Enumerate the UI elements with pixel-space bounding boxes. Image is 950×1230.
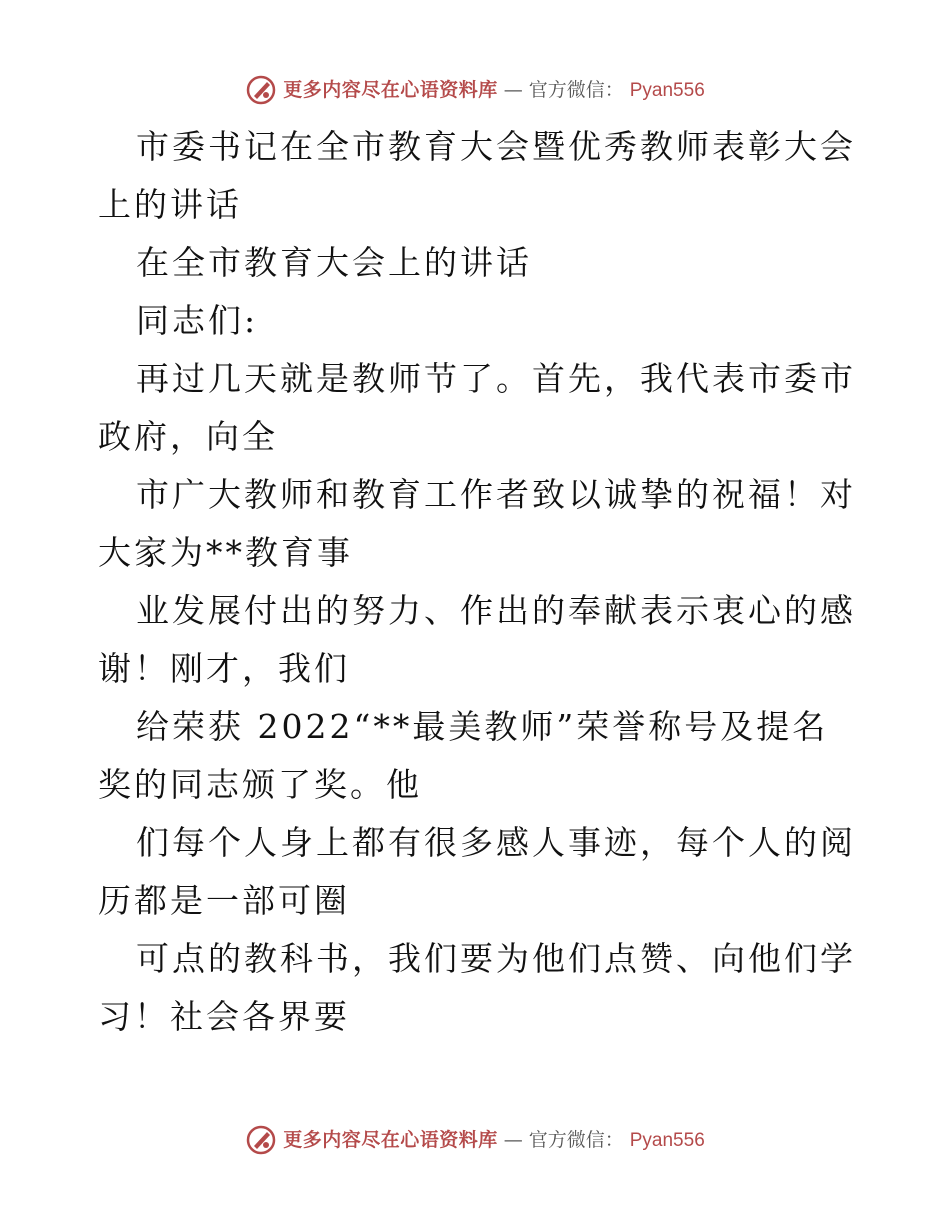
watermark-inner (245, 74, 705, 106)
paragraph-title: 市委书记在全市教育大会暨优秀教师表彰大会上的讲话 (98, 127, 856, 224)
document-body (98, 118, 858, 1046)
paragraph-subtitle: 在全市教育大会上的讲话 (136, 243, 532, 282)
watermark-contact-label: 官方微信： (528, 78, 624, 101)
watermark-contact-label: 官方微信： (528, 1128, 624, 1151)
header-watermark (0, 72, 950, 108)
watermark-text: 更多内容尽在心语资料库 (283, 78, 498, 101)
brand-logo-icon (245, 74, 277, 106)
brand-logo-icon (245, 1124, 277, 1156)
paragraph: 再过几天就是教师节了。首先，我代表市委市政府，向全 (98, 359, 856, 456)
watermark-dash: — (503, 1128, 523, 1151)
watermark-dash: — (503, 78, 523, 101)
watermark-contact-id: Pyan556 (629, 79, 705, 101)
footer-watermark (0, 1122, 950, 1158)
paragraph: 给荣获 2022“**最美教师”荣誉称号及提名奖的同志颁了奖。他 (98, 707, 829, 804)
paragraph: 业发展付出的努力、作出的奉献表示衷心的感谢！刚才，我们 (98, 591, 856, 688)
watermark-text: 更多内容尽在心语资料库 (283, 1128, 498, 1151)
watermark-inner (245, 1124, 705, 1156)
watermark-contact-id: Pyan556 (629, 1129, 705, 1151)
paragraph: 可点的教科书，我们要为他们点赞、向他们学习！社会各界要 (98, 939, 856, 1036)
paragraph: 市广大教师和教育工作者致以诚挚的祝福！对大家为**教育事 (98, 475, 856, 572)
paragraph-salutation: 同志们: (136, 301, 259, 340)
paragraph: 们每个人身上都有很多感人事迹，每个人的阅历都是一部可圈 (98, 823, 856, 920)
